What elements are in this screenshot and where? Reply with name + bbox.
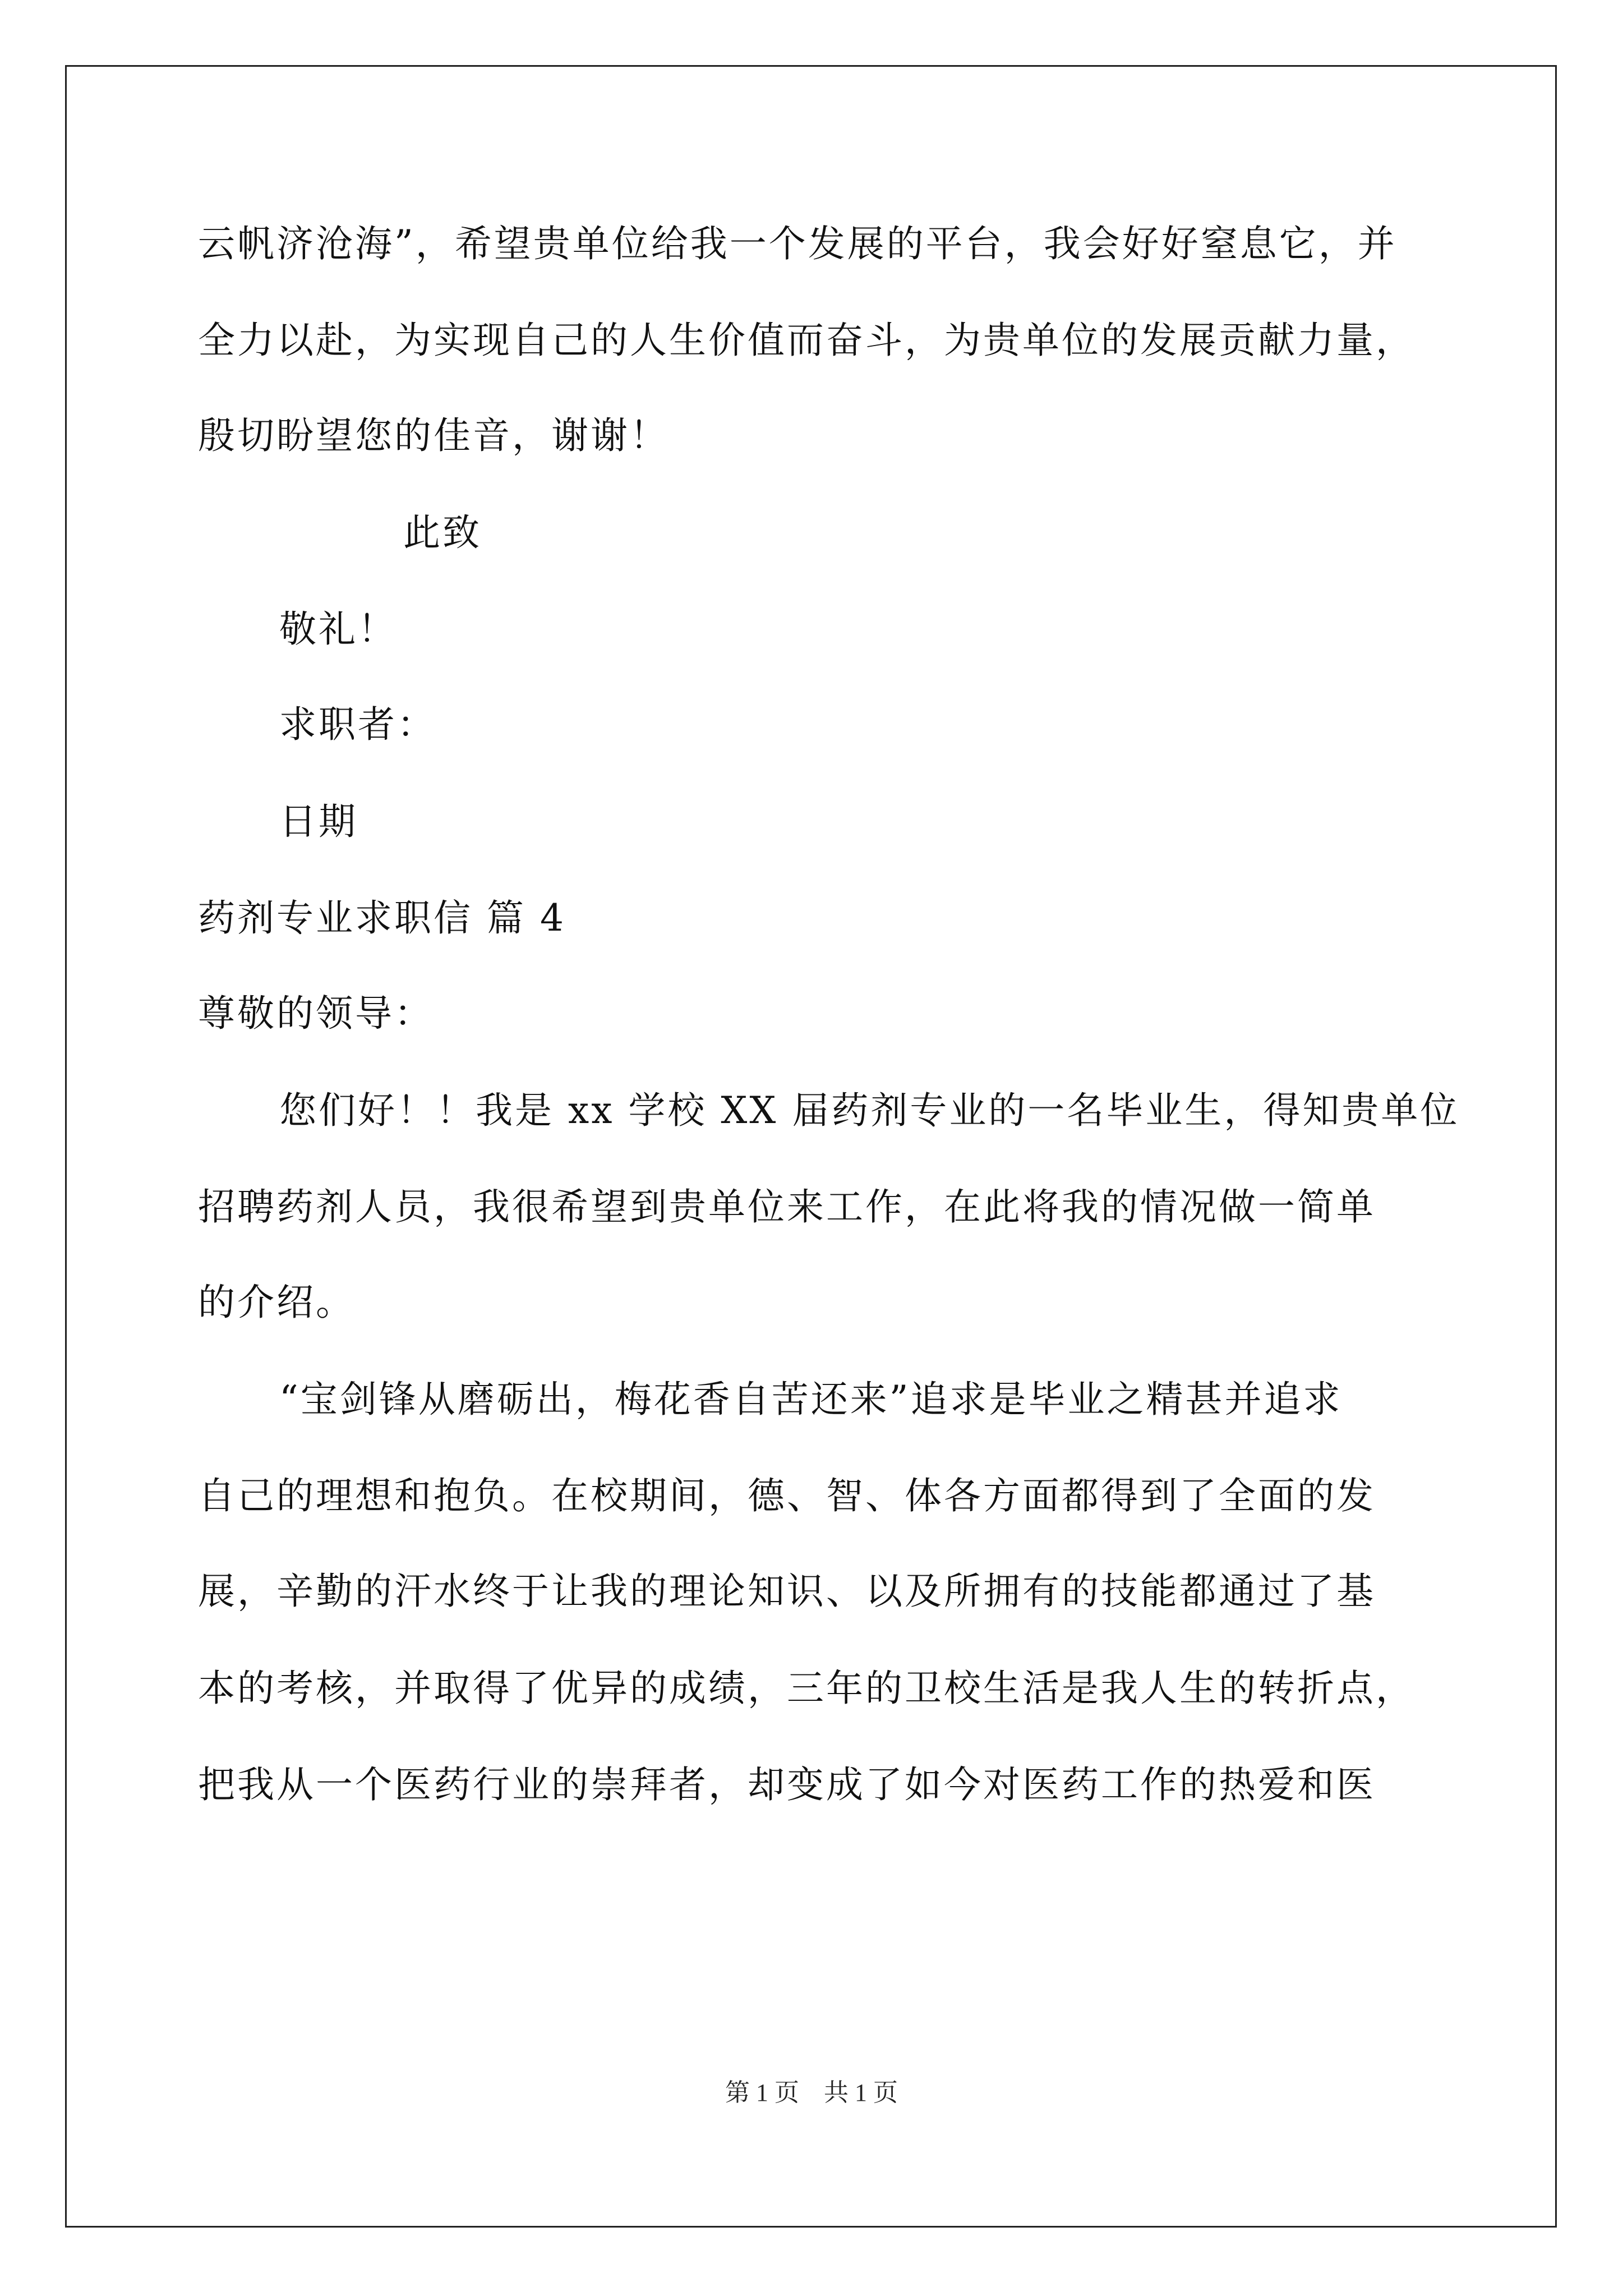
date-line: 日期	[279, 800, 358, 843]
salutation-closing: 此致	[403, 511, 482, 554]
text-line: 展，辛勤的汗水终于让我的理论知识、以及所拥有的技能都通过了基	[198, 1570, 1376, 1613]
regards-line: 敬礼！	[279, 608, 397, 651]
text-line: 全力以赴，为实现自己的人生价值而奋斗，为贵单位的发展贡献力量，	[198, 319, 1415, 362]
text-line: 自己的理想和抱负。在校期间，德、智、体各方面都得到了全面的发	[198, 1474, 1376, 1517]
applicant-line: 求职者：	[279, 703, 436, 746]
greeting-line: 尊敬的领导：	[198, 992, 434, 1035]
text-line: 把我从一个医药行业的崇拜者，却变成了如今对医药工作的热爱和医	[198, 1763, 1376, 1806]
text-line: “宝剑锋从磨砺出，梅花香自苦还来”追求是毕业之精甚并追求	[279, 1378, 1343, 1421]
page-border	[65, 65, 1557, 2228]
text-line: 本的考核，并取得了优异的成绩，三年的卫校生活是我人生的转折点，	[198, 1667, 1415, 1710]
text-line: 殷切盼望您的佳音，谢谢！	[198, 414, 669, 457]
page-number-footer: 第 1 页 共 1 页	[725, 2079, 898, 2106]
text-line: 的介绍。	[198, 1281, 355, 1324]
text-line: 招聘药剂人员，我很希望到贵单位来工作，在此将我的情况做一简单	[198, 1185, 1376, 1228]
section-heading: 药剂专业求职信 篇 4	[198, 896, 566, 940]
text-line: 您们好！！我是 xx 学校 XX 届药剂专业的一名毕业生，得知贵单位	[279, 1089, 1460, 1132]
text-line: 云帆济沧海”，希望贵单位给我一个发展的平台，我会好好窒息它，并	[198, 222, 1397, 265]
